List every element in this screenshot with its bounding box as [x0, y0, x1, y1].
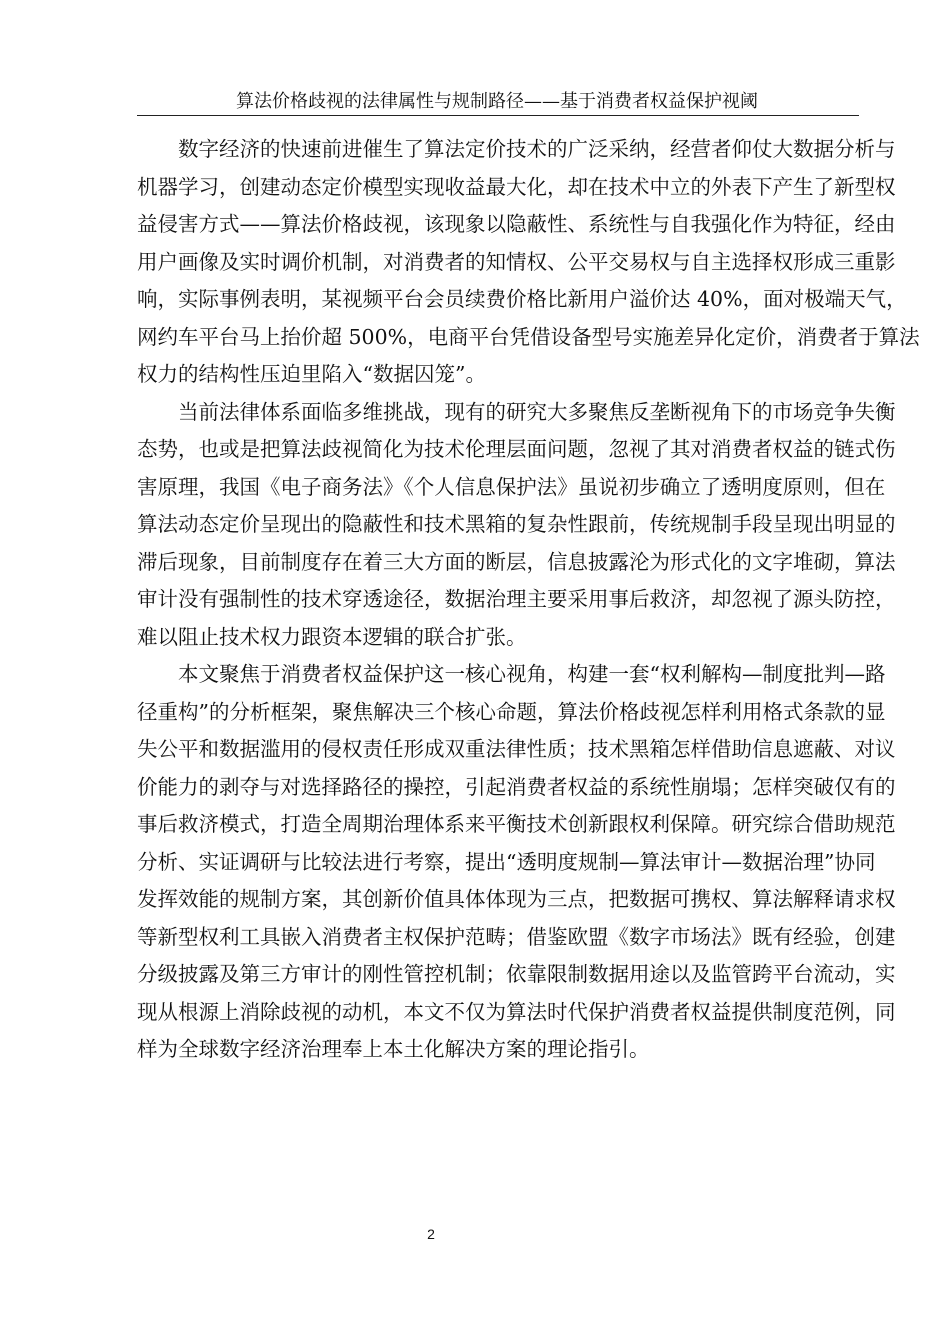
text-line: 权力的结构性压迫里陷入“数据囚笼”。 — [137, 362, 486, 386]
text-line: 本文聚焦于消费者权益保护这一核心视角，构建一套“权利解构—制度批判—路 — [178, 662, 886, 686]
text-line: 径重构”的分析框架，聚焦解决三个核心命题，算法价格歧视怎样利用格式条款的显 — [137, 699, 886, 724]
document-body — [137, 131, 920, 1069]
text-line: 失公平和数据滥用的侵权责任形成双重法律性质；技术黑箱怎样借助信息遮蔽、对议 — [137, 737, 896, 761]
text-line: 当前法律体系面临多维挑战，现有的研究大多聚焦反垄断视角下的市场竞争失衡 — [178, 399, 896, 424]
header-rule — [137, 115, 859, 116]
text-line: 机器学习，创建动态定价模型实现收益最大化，却在技术中立的外表下产生了新型权 — [137, 174, 896, 199]
text-line: 事后救济模式，打造全周期治理体系来平衡技术创新跟权利保障。研究综合借助规范 — [137, 812, 896, 836]
text-line: 用户画像及实时调价机制，对消费者的知情权、公平交易权与自主选择权形成三重影 — [137, 249, 896, 274]
text-line: 分析、实证调研与比较法进行考察，提出“透明度规制—算法审计—数据治理”协同 — [137, 849, 876, 874]
text-line: 态势，也或是把算法歧视简化为技术伦理层面问题，忽视了其对消费者权益的链式伤 — [137, 437, 896, 461]
text-line: 现从根源上消除歧视的动机，本文不仅为算法时代保护消费者权益提供制度范例，同 — [137, 999, 896, 1024]
text-line: 难以阻止技术权力跟资本逻辑的联合扩张。 — [137, 624, 527, 649]
text-line: 等新型权利工具嵌入消费者主权保护范畴；借鉴欧盟《数字市场法》既有经验，创建 — [137, 924, 896, 949]
paragraph — [137, 656, 896, 1069]
text-line: 益侵害方式——算法价格歧视，该现象以隐蔽性、系统性与自我强化作为特征，经由 — [137, 212, 896, 236]
text-line: 滞后现象，目前制度存在着三大方面的断层，信息披露沦为形式化的文字堆砌，算法 — [137, 549, 896, 574]
page-number: 2 — [427, 1226, 435, 1242]
text-line: 样为全球数字经济治理奉上本土化解决方案的理论指引。 — [137, 1037, 650, 1061]
text-line: 发挥效能的规制方案，其创新价值具体体现为三点，把数据可携权、算法解释请求权 — [137, 887, 896, 911]
text-line: 价能力的剥夺与对选择路径的操控，引起消费者权益的系统性崩塌；怎样突破仅有的 — [137, 774, 896, 799]
text-line: 算法动态定价呈现出的隐蔽性和技术黑箱的复杂性跟前，传统规制手段呈现出明显的 — [137, 512, 896, 536]
text-line: 响，实际事例表明，某视频平台会员续费价格比新用户溢价达 40%，面对极端天气， — [137, 287, 907, 311]
text-line: 害原理，我国《电子商务法》《个人信息保护法》虽说初步确立了透明度原则，但在 — [137, 474, 886, 499]
text-line: 分级披露及第三方审计的刚性管控机制；依靠限制数据用途以及监管跨平台流动，实 — [137, 962, 896, 986]
text-line: 审计没有强制性的技术穿透途径，数据治理主要采用事后救济，却忽视了源头防控， — [137, 587, 896, 611]
text-line: 数字经济的快速前进催生了算法定价技术的广泛采纳，经营者仰仗大数据分析与 — [178, 137, 896, 161]
text-line: 网约车平台马上抬价超 500%，电商平台凭借设备型号实施差异化定价，消费者于算法 — [137, 324, 920, 349]
paragraph — [137, 394, 896, 657]
running-header: 算法价格歧视的法律属性与规制路径——基于消费者权益保护视阈 — [236, 91, 758, 112]
paragraph — [137, 131, 920, 394]
